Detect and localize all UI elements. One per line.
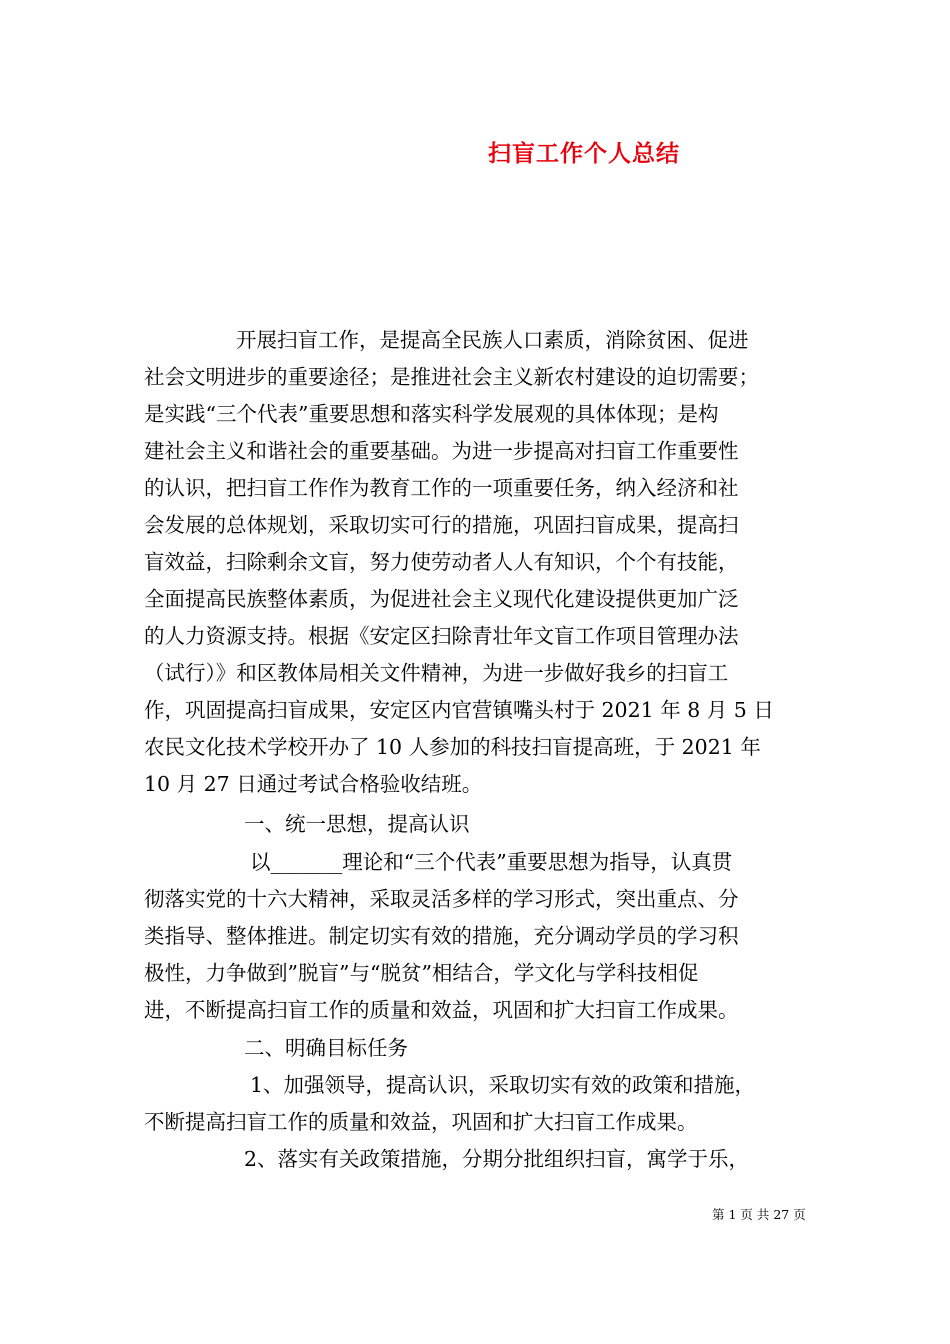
body-line: 盲效益，扫除剩余文盲，努力使劳动者人人有知识，个个有技能，: [144, 550, 739, 574]
body-line: 类指导、整体推进。制定切实有效的措施，充分调动学员的学习积: [144, 924, 739, 948]
body-line: 的人力资源支持。根据《安定区扫除青壮年文盲工作项目管理办法: [144, 624, 739, 648]
body-line: 会发展的总体规划，采取切实可行的措施，巩固扫盲成果，提高扫: [144, 513, 739, 537]
body-line: 10 月 27 日通过考试合格验收结班。: [144, 772, 483, 796]
body-line: 作，巩固提高扫盲成果，安定区内官营镇嘴头村于 2021 年 8 月 5 日: [144, 698, 774, 722]
body-line: 1、加强领导，提高认识，采取切实有效的政策和措施，: [250, 1073, 756, 1097]
body-line: （试行）》和区教体局相关文件精神，为进一步做好我乡的扫盲工: [144, 661, 729, 685]
section-heading-2: 二、明确目标任务: [244, 1036, 408, 1060]
document-title: 扫盲工作个人总结: [488, 140, 680, 167]
body-line: 是实践“三个代表”重要思想和落实科学发展观的具体体现；是构: [144, 402, 719, 426]
body-line: 社会文明进步的重要途径；是推进社会主义新农村建设的迫切需要；: [144, 365, 759, 389]
section-heading-1: 一、统一思想，提高认识: [244, 812, 470, 836]
page-number: 第 1 页 共 27 页: [712, 1207, 806, 1222]
body-line: 农民文化技术学校开办了 10 人参加的科技扫盲提高班，于 2021 年: [144, 735, 761, 759]
body-line: 以_______理论和“三个代表”重要思想为指导，认真贯: [250, 850, 733, 874]
body-line: 的认识，把扫盲工作作为教育工作的一项重要任务，纳入经济和社: [144, 476, 739, 500]
body-line: 彻落实党的十六大精神，采取灵活多样的学习形式，突出重点、分: [144, 887, 739, 911]
body-line: 开展扫盲工作，是提高全民族人口素质，消除贫困、促进: [236, 328, 749, 352]
body-line: 全面提高民族整体素质，为促进社会主义现代化建设提供更加广泛: [144, 587, 739, 611]
body-line: 进，不断提高扫盲工作的质量和效益，巩固和扩大扫盲工作成果。: [144, 998, 739, 1022]
body-line: 不断提高扫盲工作的质量和效益，巩固和扩大扫盲工作成果。: [144, 1110, 698, 1134]
body-line: 极性，力争做到”脱盲”与“脱贫”相结合，学文化与学科技相促: [144, 961, 699, 985]
body-line: 2、落实有关政策措施，分期分批组织扫盲，寓学于乐，: [244, 1147, 750, 1171]
body-line: 建社会主义和谐社会的重要基础。为进一步提高对扫盲工作重要性: [144, 439, 739, 463]
